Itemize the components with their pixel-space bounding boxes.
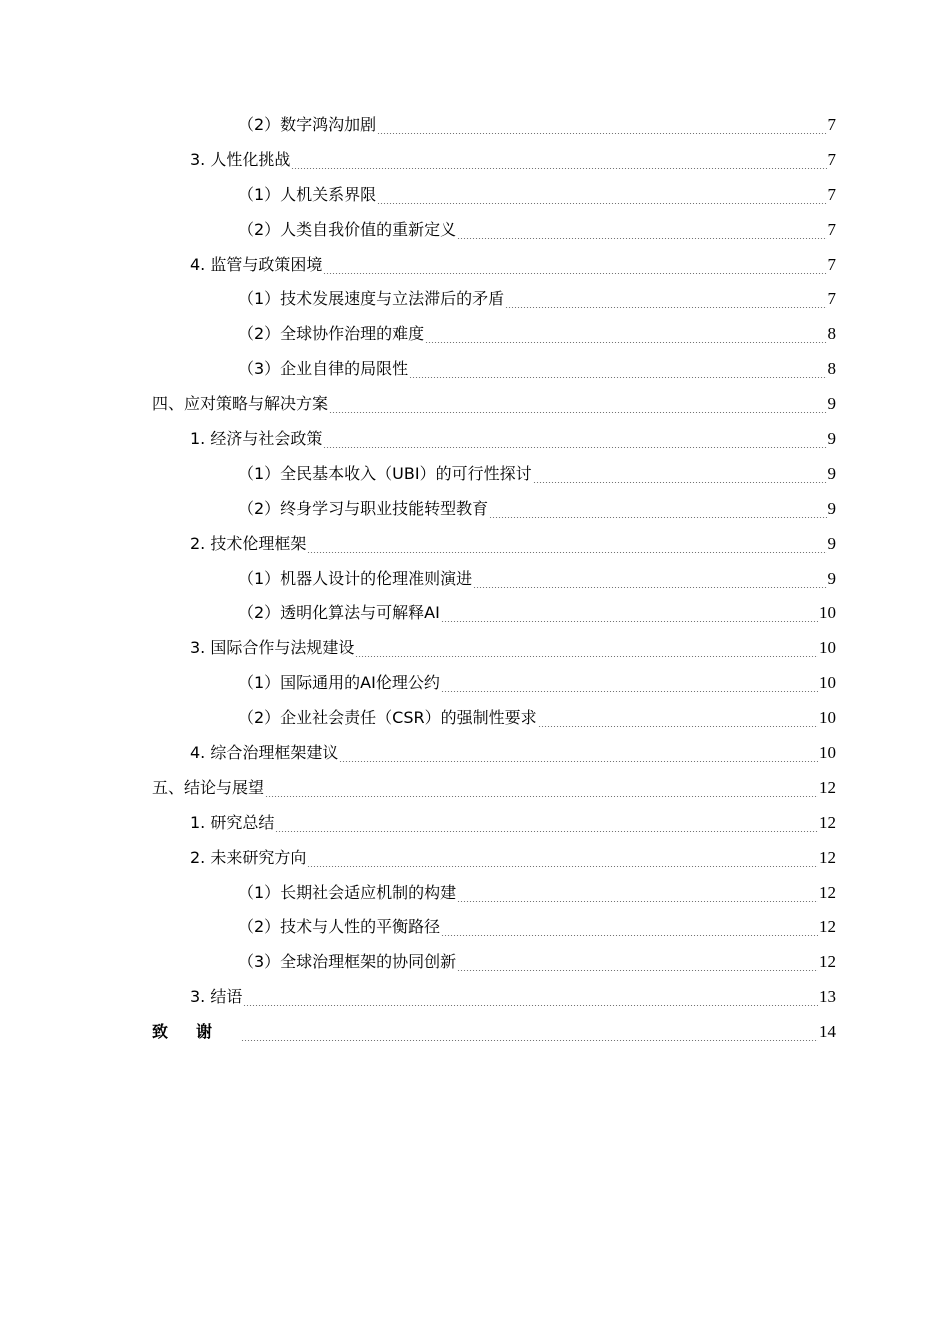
toc-dot-leader xyxy=(441,935,818,936)
toc-entry[interactable] xyxy=(0,178,950,213)
toc-entry-page-number: 12 xyxy=(819,882,836,902)
toc-entry[interactable] xyxy=(0,631,950,666)
toc-dot-leader xyxy=(377,203,826,204)
toc-entry-page-number: 7 xyxy=(827,184,836,204)
toc-entry[interactable] xyxy=(0,282,950,317)
toc-entry-page-number: 12 xyxy=(819,847,836,867)
toc-dot-leader xyxy=(538,726,818,727)
toc-entry-page-number: 12 xyxy=(819,777,836,797)
toc-dot-leader xyxy=(265,796,818,797)
toc-dot-leader xyxy=(339,761,818,762)
toc-entry[interactable] xyxy=(0,806,950,841)
toc-entry-page-number: 9 xyxy=(827,394,836,414)
toc-entry-title: 4. 综合治理框架建议 xyxy=(190,743,339,763)
toc-dot-leader xyxy=(457,238,826,239)
toc-entry-page-number: 10 xyxy=(819,603,836,623)
toc-entry-title: （3）企业自律的局限性 xyxy=(238,359,409,379)
toc-entry-page-number: 7 xyxy=(827,254,836,274)
toc-entry[interactable] xyxy=(0,945,950,980)
toc-dot-leader xyxy=(489,517,826,518)
toc-entry-title: 四、应对策略与解决方案 xyxy=(152,394,329,414)
toc-dot-leader xyxy=(473,587,826,588)
toc-dot-leader xyxy=(425,342,826,343)
toc-entry-page-number: 10 xyxy=(819,638,836,658)
toc-entry-title: 五、结论与展望 xyxy=(152,777,265,797)
toc-entry-page-number: 9 xyxy=(827,533,836,553)
toc-entry-page-number: 9 xyxy=(827,498,836,518)
toc-entry[interactable] xyxy=(0,108,950,143)
toc-dot-leader xyxy=(323,447,826,448)
toc-entry-page-number: 10 xyxy=(819,708,836,728)
toc-entry-page-number: 9 xyxy=(827,463,836,483)
toc-entry-title: （2）人类自我价值的重新定义 xyxy=(238,219,457,239)
toc-entry-title: 1. 研究总结 xyxy=(190,812,275,832)
toc-entry-title: （2）终身学习与职业技能转型教育 xyxy=(238,498,489,518)
toc-entry-page-number: 13 xyxy=(819,987,836,1007)
toc-entry[interactable] xyxy=(0,492,950,527)
toc-entry-page-number: 9 xyxy=(827,568,836,588)
toc-entry-page-number: 12 xyxy=(819,917,836,937)
toc-entry-title: （3）全球治理框架的协同创新 xyxy=(238,952,457,972)
toc-entry[interactable] xyxy=(0,248,950,283)
toc-entry-title: （1）机器人设计的伦理准则演进 xyxy=(238,568,473,588)
toc-dot-leader xyxy=(355,656,818,657)
toc-entry[interactable] xyxy=(0,1015,950,1050)
toc-entry-title: 4. 监管与政策困境 xyxy=(190,254,323,274)
toc-dot-leader xyxy=(275,831,818,832)
table-of-contents xyxy=(0,108,950,1050)
toc-dot-leader xyxy=(441,691,818,692)
toc-entry[interactable] xyxy=(0,213,950,248)
toc-dot-leader xyxy=(307,866,818,867)
toc-entry-title: 致谢 xyxy=(152,1022,241,1042)
toc-entry-title: 2. 未来研究方向 xyxy=(190,847,307,867)
toc-entry[interactable] xyxy=(0,596,950,631)
toc-dot-leader xyxy=(457,901,818,902)
toc-entry-title: （2）全球协作治理的难度 xyxy=(238,324,425,344)
toc-entry[interactable] xyxy=(0,876,950,911)
toc-entry-title: （2）企业社会责任（CSR）的强制性要求 xyxy=(238,708,537,728)
toc-entry-title: （1）全民基本收入（UBI）的可行性探讨 xyxy=(238,463,532,483)
toc-entry-page-number: 10 xyxy=(819,673,836,693)
toc-entry[interactable] xyxy=(0,910,950,945)
toc-entry-title: （2）数字鸿沟加剧 xyxy=(238,115,377,134)
toc-entry-title: 1. 经济与社会政策 xyxy=(190,429,323,449)
toc-entry-page-number: 9 xyxy=(827,429,836,449)
toc-dot-leader xyxy=(329,412,826,413)
toc-entry-page-number: 12 xyxy=(819,812,836,832)
toc-entry-page-number: 7 xyxy=(827,219,836,239)
toc-entry[interactable] xyxy=(0,771,950,806)
toc-dot-leader xyxy=(291,168,826,169)
toc-entry-title: （2）技术与人性的平衡路径 xyxy=(238,917,441,937)
toc-entry[interactable] xyxy=(0,841,950,876)
toc-entry-page-number: 7 xyxy=(827,289,836,309)
toc-entry[interactable] xyxy=(0,666,950,701)
toc-entry[interactable] xyxy=(0,457,950,492)
toc-entry[interactable] xyxy=(0,422,950,457)
toc-entry-title: （2）透明化算法与可解释AI xyxy=(238,603,440,623)
toc-entry[interactable] xyxy=(0,736,950,771)
toc-dot-leader xyxy=(505,307,826,308)
toc-dot-leader xyxy=(243,1005,818,1006)
toc-entry-title: （1）人机关系界限 xyxy=(238,184,377,204)
toc-entry[interactable] xyxy=(0,352,950,387)
toc-entry-page-number: 10 xyxy=(819,743,836,763)
toc-entry-page-number: 8 xyxy=(827,359,836,379)
toc-dot-leader xyxy=(323,273,826,274)
toc-entry-page-number: 14 xyxy=(819,1022,836,1042)
toc-entry-title: （1）长期社会适应机制的构建 xyxy=(238,882,457,902)
toc-dot-leader xyxy=(377,133,826,134)
toc-entry[interactable] xyxy=(0,562,950,597)
toc-entry[interactable] xyxy=(0,701,950,736)
toc-entry-title: 3. 结语 xyxy=(190,987,243,1007)
toc-dot-leader xyxy=(241,1040,818,1041)
toc-entry-page-number: 12 xyxy=(819,952,836,972)
toc-entry[interactable] xyxy=(0,980,950,1015)
toc-dot-leader xyxy=(533,482,827,483)
toc-entry-page-number: 8 xyxy=(827,324,836,344)
toc-entry[interactable] xyxy=(0,317,950,352)
toc-entry-title: （1）国际通用的AI伦理公约 xyxy=(238,673,440,693)
toc-entry[interactable] xyxy=(0,387,950,422)
toc-entry-title: 3. 国际合作与法规建设 xyxy=(190,638,355,658)
toc-dot-leader xyxy=(457,970,818,971)
toc-entry[interactable] xyxy=(0,527,950,562)
toc-entry-title: （1）技术发展速度与立法滞后的矛盾 xyxy=(238,289,505,309)
toc-entry-title: 3. 人性化挑战 xyxy=(190,149,291,169)
toc-entry-title: 2. 技术伦理框架 xyxy=(190,533,307,553)
toc-dot-leader xyxy=(307,552,826,553)
toc-dot-leader xyxy=(441,621,818,622)
toc-entry-page-number: 7 xyxy=(827,115,836,134)
toc-dot-leader xyxy=(409,377,826,378)
toc-entry[interactable] xyxy=(0,143,950,178)
toc-entry-page-number: 7 xyxy=(827,149,836,169)
